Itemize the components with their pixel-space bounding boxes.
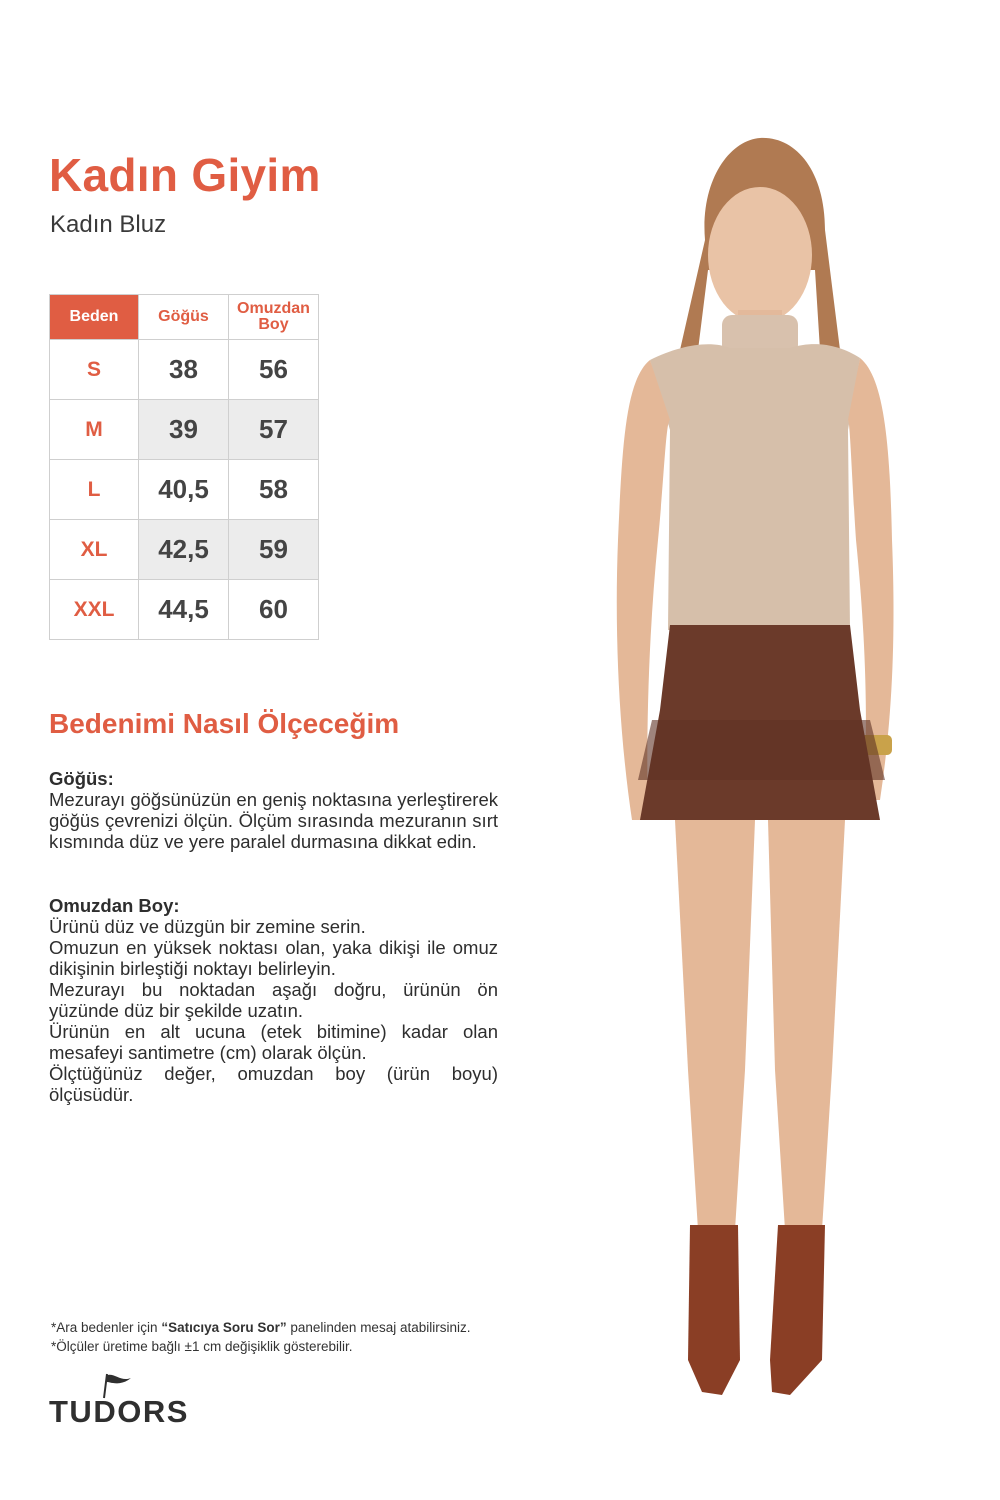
boy-cell: 56 (229, 340, 319, 400)
gogus-cell: 38 (139, 340, 229, 400)
brand-name: TUDORS (49, 1394, 189, 1429)
gogus-cell: 42,5 (139, 520, 229, 580)
header-omuzdan-boy: Omuzdan Boy (229, 295, 319, 340)
boy-line: Ürünü düz ve düzgün bir zemine serin. (49, 916, 366, 937)
page-title: Kadın Giyim (49, 149, 321, 201)
boy-line: Mezurayı bu noktadan aşağı doğru, ürünün ön yüzünde düz bir şekilde uzatın. (49, 979, 498, 1021)
header-beden: Beden (50, 295, 139, 340)
size-cell: M (50, 400, 139, 460)
gogus-cell: 40,5 (139, 460, 229, 520)
boy-line: Ölçtüğünüz değer, omuzdan boy (ürün boyu) ölçüsüdür. (49, 1063, 498, 1105)
size-cell: XL (50, 520, 139, 580)
size-cell: XXL (50, 580, 139, 640)
boy-cell: 58 (229, 460, 319, 520)
model-photo (540, 120, 980, 1410)
gogus-label: Göğüs: (49, 768, 114, 789)
gogus-text: Mezurayı göğsünüzün en geniş noktasına yerleştirerek göğüs çevrenizi ölçün. Ölçüm sırasında mezuranın sırt kısmında düz ve yere paralel durmasına dikkat edin. (49, 789, 498, 852)
gogus-cell: 44,5 (139, 580, 229, 640)
footnotes (51, 1318, 470, 1356)
table-row (50, 400, 319, 460)
how-to-measure-heading: Bedenimi Nasıl Ölçeceğim (49, 708, 400, 739)
size-cell: L (50, 460, 139, 520)
boy-cell: 57 (229, 400, 319, 460)
size-table-header (50, 295, 319, 340)
page-subtitle: Kadın Bluz (50, 211, 167, 238)
table-row (50, 460, 319, 520)
boy-cell: 59 (229, 520, 319, 580)
boy-line: Omuzun en yüksek noktası olan, yaka dikişi ile omuz dikişinin birleştiği noktayı belirleyin. (49, 937, 498, 979)
table-row (50, 340, 319, 400)
brand-logo (49, 1372, 189, 1432)
boy-line: Ürünün en alt ucuna (etek bitimine) kadar olan mesafeyi santimetre (cm) olarak ölçün. (49, 1021, 498, 1063)
footnote-1: *Ara bedenler için “Satıcıya Soru Sor” panelinden mesaj atabilirsiniz. (51, 1320, 471, 1335)
boy-label: Omuzdan Boy: (49, 895, 180, 916)
size-table (49, 294, 319, 640)
table-row (50, 580, 319, 640)
boy-cell: 60 (229, 580, 319, 640)
omuzdan-boy-section (49, 895, 498, 1105)
footnote-2: *Ölçüler üretime bağlı ±1 cm değişiklik gösterebilir. (51, 1339, 353, 1354)
gogus-section (49, 768, 498, 852)
table-row (50, 520, 319, 580)
gogus-cell: 39 (139, 400, 229, 460)
size-cell: S (50, 340, 139, 400)
header-gogus: Göğüs (139, 295, 229, 340)
